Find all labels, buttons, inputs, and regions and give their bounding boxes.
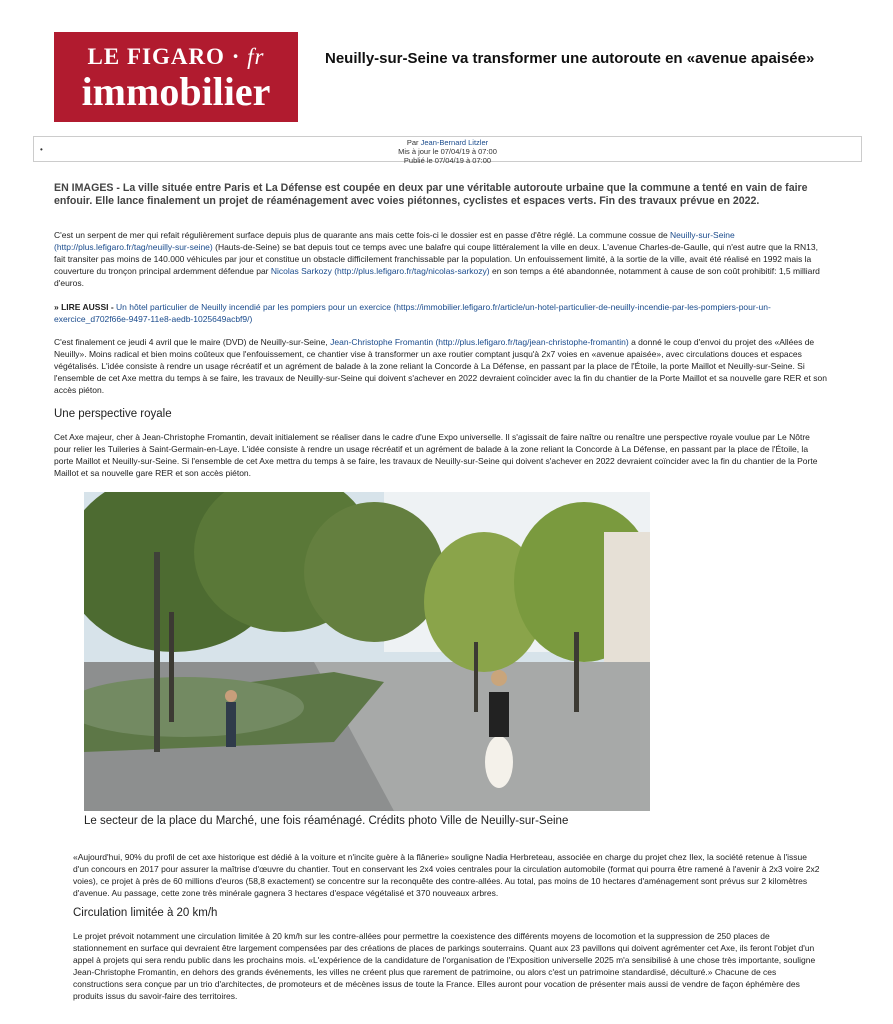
lire-aussi-label: » LIRE AUSSI - [54,302,117,312]
paragraph-5: Le projet prévoit notamment une circulation limitée à 20 km/h sur les contre-allées pour permettre la coexistence des différents moyens de locomotion et la suppression de 250 places de stationnement en surface qui devraient être largement compensées par des créations de places de parkings souterrains. Quant aux 23 pavillons qui doivent agrémenter cet Axe, ils feront l'objet d'un appel à projets qui sera rendu public dans les prochains mois. «L'expérience de la candidature de l'organisation de l'Exposition universelle 2025 m'a sensibilisé à une chose très importante, souligne Jean-Christophe Fromantin, en dehors des grands événements, les villes ne créent plus que rarement de patrimoine, ou alors c'est un patrimoine standardisé, déculturé.» Chacune de ces constructions sera conçue par un trio d'architectes, de promoteurs et de mécènes issus de toute la France. Elles auront pour vocation de présenter mais aussi de vendre de façon éphémère des produits issus du savoir-faire des territoires. [73,931,816,1001]
published-date: Publié le 07/04/19 à 07:00 [403,156,492,165]
bullet-icon: • [40,145,43,154]
paragraph-4: «Aujourd'hui, 90% du profil de cet axe historique est dédié à la voiture et n'incite guère à la flânerie» souligne Nadia Herbreteau, associée en charge du projet chez Ilex, la société retenue à l'issue d'un concours en 2017 pour assurer la maîtrise d'œuvre du chantier. Tout en conservant les 2x4 voies centrales pour la circulation automobile (format qui pourra être ramené à l'avenir à 2x3 voire 2x2 voies), ce projet à près de 60 millions d'euros (58,8 exactement) se concentre sur la reconquête des contre-allées. Au total, pas moins de 10 hectares d'aménagement sont prévus sur 2 kilomètres d'avenue. Au passage, cette zone très minérale gagnera 3 hectares d'espace végétalisé et 370 nouveaux arbres. [73,852,820,898]
article-photo [84,492,650,811]
figaro-immobilier-logo[interactable] [54,32,298,122]
fromantin-tag-link[interactable]: Jean-Christophe Fromantin (http://plus.lefigaro.fr/tag/jean-christophe-fromantin) [330,337,629,347]
byline-author-line: Par Jean-Bernard Litzler [406,138,489,147]
paragraph-2: C'est finalement ce jeudi 4 avril que le maire (DVD) de Neuilly-sur-Seine, Jean-Christophe Fromantin (http://plus.lefigaro.fr/tag/jean-christophe-fromantin) a donné le coup d'envoi du projet des «Allées de Neuilly». Moins radical et bien moins coûteux que l'enfouissement, ce chantier vise à transformer un axe routier comptant jusqu'à 2x7 voies en «avenue apaisée», avec circulations douces et espaces végétalisés. L'idée consiste à rendre un usage récréatif et un agrément de balade à la zone reliant la Concorde à La Défense, en passant par la place de l'Étoile, la porte Maillot et Neuilly-sur-Seine. Si l'ensemble de cet Axe mettra du temps à se faire, les travaux de Neuilly-sur-Seine qui doivent s'achever en 2022 devraient coïncider avec la fin du chantier de la Porte Maillot et sa nouvelle gare RER et son accès piéton. [54,337,827,395]
photo-caption: Le secteur de la place du Marché, une fois réaménagé. Crédits photo Ville de Neuilly-sur-Seine [84,815,569,827]
updated-date: Mis à jour le 07/04/19 à 07:00 [398,147,497,156]
lire-aussi-link[interactable]: Un hôtel particulier de Neuilly incendié par les pompiers pour un exercice (https://immobilier.lefigaro.fr/article/un-hotel-particulier-de-neuilly-incendie-par-les-pompiers-pour-un-exercice_d702f66e-9497-11e8-aedb-1025649acbf9/) [54,302,771,324]
article-headline: Neuilly-sur-Seine va transformer une autoroute en «avenue apaisée» [325,50,815,67]
subheading-perspective: Une perspective royale [54,408,172,420]
author-link[interactable]: Jean-Bernard Litzler [420,138,489,147]
paragraph-3: Cet Axe majeur, cher à Jean-Christophe Fromantin, devait initialement se réaliser dans le cadre d'une Expo universelle. Il s'agissait de faire naître ou renaître une perspective royale voulue par Le Nôtre pour relier les Tuileries à Saint-Germain-en-Laye. L'idée consiste à rendre un usage récréatif et un agrément de balade à la zone reliant la Concorde à La Défense, en passant par la place de l'Étoile, la porte Maillot et Neuilly-sur-Seine. Si l'ensemble de cet Axe mettra du temps à se faire, les travaux de Neuilly-sur-Seine qui doivent s'achever en 2022 devraient coïncider avec la fin du chantier de la Porte Maillot et sa nouvelle gare RER et son accès piéton. [54,432,818,478]
neuilly-tag-link[interactable]: Neuilly-sur-Seine (http://plus.lefigaro.fr/tag/neuilly-sur-seine) [54,230,735,252]
logo-brand: LE FIGARO · fr [87,44,265,69]
article-lead: EN IMAGES - La ville située entre Paris et La Défense est coupée en deux par une véritable autoroute urbaine que la commune a tenté en vain de faire enfouir. Elle lance finalement un projet de réaménagement avec voies piétonnes, cyclistes et espaces verts. Fin des travaux prévue en 2022. [54,182,808,207]
byline-box [33,136,862,165]
sarkozy-tag-link[interactable]: Nicolas Sarkozy (http://plus.lefigaro.fr/tag/nicolas-sarkozy) [270,266,490,276]
lire-aussi [54,301,819,325]
paragraph-1: C'est un serpent de mer qui refait régulièrement surface depuis plus de quarante ans mais cette fois-ci le dossier est en passe d'être réglé. La commune cossue de Neuilly-sur-Seine (http://plus.lefigaro.fr/tag/neuilly-sur-seine) (Hauts-de-Seine) se bat depuis tout ce temps avec une balafre qui coupe littéralement la ville en deux. L'avenue Charles-de-Gaulle, qui n'est autre que la RN13, fait transiter pas moins de 140.000 véhicules par jour et constitue un obstacle difficilement franchissable par la population. Un enfouissement limité, à la sortie de la ville, avait été réalisé en 1992 mais la couverture du tronçon principal ardemment défendue par Nicolas Sarkozy (http://plus.lefigaro.fr/tag/nicolas-sarkozy) en son temps a été abandonnée, notamment à cause de son coût prohibitif: 1,5 milliard d'euros. [54,230,820,288]
subheading-circulation: Circulation limitée à 20 km/h [73,907,218,919]
logo-section: immobilier [81,69,271,114]
